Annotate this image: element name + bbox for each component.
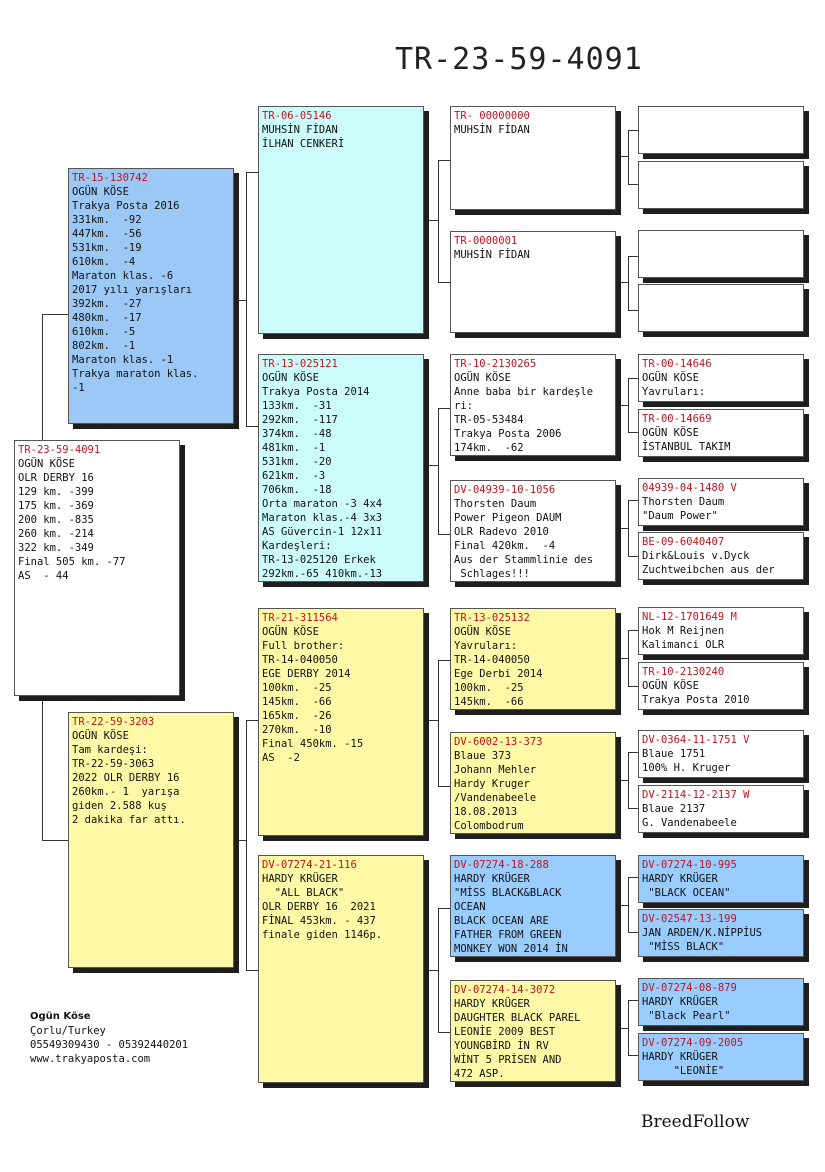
- ring-number: TR-10-2130240: [642, 666, 725, 678]
- pigeon-info-line: OGÜN KÖSE: [262, 372, 319, 384]
- ring-number: DV-07274-09-2005: [642, 1037, 744, 1049]
- pigeon-info-line: MONKEY WON 2014 İN: [454, 943, 568, 955]
- pigeon-info-line: 175 km. -369: [18, 500, 94, 512]
- ring-number: TR-22-59-3203: [72, 716, 155, 728]
- pigeon-info-line: 145km. -66: [262, 696, 332, 708]
- pigeon-info-line: İSTANBUL TAKIM: [642, 441, 731, 453]
- pigeon-info-line: OLR Radevo 2010: [454, 526, 549, 538]
- pigeon-info-line: HARDY KRÜGER: [262, 873, 338, 885]
- pigeon-info-line: "MİSS BLACK&BLACK: [454, 887, 562, 899]
- ring-number: 04939-04-1480 V: [642, 482, 737, 494]
- pigeon-info-line: İLHAN CENKERİ: [262, 138, 345, 150]
- pigeon-info-line: Kalimanci OLR: [642, 639, 725, 651]
- pigeon-info-line: Blaue 373: [454, 750, 511, 762]
- pigeon-info-line: "Black Pearl": [642, 1010, 731, 1022]
- pigeon-info-line: "MİSS BLACK": [642, 941, 725, 953]
- pigeon-card-g5-13[interactable]: [638, 855, 804, 903]
- pigeon-info-line: ri:: [454, 400, 473, 412]
- pigeon-info-line: Maraton klas.-4 3x3: [262, 512, 383, 524]
- ring-number: TR-13-025121: [262, 358, 338, 370]
- ring-number: DV-07274-21-116: [262, 859, 357, 871]
- pigeon-info-line: TR-14-040050: [262, 654, 338, 666]
- brand-logo: BreedFollow: [641, 1112, 750, 1132]
- pigeon-info-line: "Daum Power": [642, 510, 718, 522]
- ring-number: TR-23-59-4091: [18, 444, 101, 456]
- pigeon-info-line: OLR DERBY 16 2021: [262, 901, 376, 913]
- pigeon-info-line: 18.08.2013: [454, 806, 518, 818]
- pigeon-info-line: HARDY KRÜGER: [454, 873, 530, 885]
- pigeon-card-dds[interactable]: [450, 855, 616, 957]
- pigeon-info-line: 531km. -19: [72, 242, 142, 254]
- pigeon-card-sdd[interactable]: [450, 480, 616, 582]
- pigeon-info-line: 2022 OLR DERBY 16: [72, 772, 180, 784]
- pigeon-info-line: HARDY KRÜGER: [642, 1051, 718, 1063]
- pigeon-card-sire-dam[interactable]: [258, 354, 424, 582]
- pigeon-card-g5-2[interactable]: [638, 161, 804, 209]
- pigeon-card-g5-14[interactable]: [638, 909, 804, 957]
- pigeon-info-line: Ege Derbi 2014: [454, 668, 543, 680]
- pigeon-info-line: BLACK OCEAN ARE: [454, 915, 549, 927]
- pigeon-card-g5-3[interactable]: [638, 230, 804, 278]
- pigeon-card-g5-5[interactable]: [638, 354, 804, 402]
- pigeon-info-line: YOUNGBİRD İN RV: [454, 1040, 549, 1052]
- pigeon-info-line: FİNAL 453km. - 437: [262, 915, 376, 927]
- pigeon-info-line: Schlages!!!: [454, 568, 530, 580]
- pigeon-info-line: WİNT 5 PRİSEN AND: [454, 1054, 562, 1066]
- pigeon-info-line: "BLACK OCEAN": [642, 887, 731, 899]
- pigeon-card-g5-16[interactable]: [638, 1033, 804, 1081]
- pigeon-info-line: EGE DERBY 2014: [262, 668, 351, 680]
- pigeon-info-line: /Vandenabeele: [454, 792, 537, 804]
- pigeon-info-line: JAN ARDEN/K.NİPPİUS: [642, 927, 763, 939]
- pigeon-info-line: MUHSİN FİDAN: [262, 124, 338, 136]
- pigeon-card-ddd[interactable]: [450, 980, 616, 1082]
- pigeon-info-line: Yavruları:: [454, 640, 518, 652]
- pigeon-info-line: Thorsten Daum: [642, 496, 725, 508]
- owner-phones: 05549309430 - 05392440201: [30, 1039, 189, 1051]
- pigeon-info-line: HARDY KRÜGER: [642, 996, 718, 1008]
- pigeon-info-line: "ALL BLACK": [262, 887, 345, 899]
- pigeon-info-line: 2017 yılı yarışları: [72, 284, 193, 296]
- pigeon-info-line: 100km. -25: [262, 682, 332, 694]
- ring-number: DV-07274-08-879: [642, 982, 737, 994]
- pigeon-info-line: 174km. -62: [454, 442, 524, 454]
- pigeon-info-line: Yavruları:: [642, 386, 706, 398]
- pigeon-info-line: OGÜN KÖSE: [642, 680, 699, 692]
- ring-number: DV-07274-10-995: [642, 859, 737, 871]
- pigeon-info-line: 129 km. -399: [18, 486, 94, 498]
- pigeon-info-line: AS Güvercin-1 12x11: [262, 526, 383, 538]
- pigeon-card-sire[interactable]: [68, 168, 234, 424]
- ring-number: DV-07274-14-3072: [454, 984, 556, 996]
- ring-number: BE-09-6040407: [642, 536, 725, 548]
- pigeon-info-line: MUHSİN FİDAN: [454, 249, 530, 261]
- pigeon-info-line: 145km. -66: [454, 696, 524, 708]
- pigeon-card-subject[interactable]: [14, 440, 180, 696]
- pigeon-info-line: 100km. -25: [454, 682, 524, 694]
- pigeon-info-line: finale giden 1146p.: [262, 929, 383, 941]
- pigeon-info-line: 200 km. -835: [18, 514, 94, 526]
- pigeon-info-line: Aus der Stammlinie des: [454, 554, 594, 566]
- pigeon-info-line: Johann Mehler: [454, 764, 537, 776]
- pigeon-info-line: Colombodrum: [454, 820, 524, 832]
- ring-number: TR- 00000000: [454, 110, 530, 122]
- owner-name: Ogün Köse: [30, 1011, 91, 1022]
- ring-number: DV-07274-18-288: [454, 859, 549, 871]
- pigeon-info-line: Final 420km. -4: [454, 540, 556, 552]
- pigeon-info-line: 292km.-65 410km.-13: [262, 568, 383, 580]
- pigeon-card-g5-4[interactable]: [638, 284, 804, 332]
- pigeon-info-line: 531km. -20: [262, 456, 332, 468]
- pigeon-info-line: Hok M Reijnen: [642, 625, 725, 637]
- pigeon-info-line: "LEONİE": [642, 1065, 725, 1077]
- ring-number: DV-2114-12-2137 W: [642, 789, 750, 801]
- pigeon-info-line: giden 2.588 kuş: [72, 800, 167, 812]
- pigeon-card-g5-8[interactable]: [638, 532, 804, 580]
- pigeon-card-sds[interactable]: [450, 354, 616, 456]
- pigeon-card-ssd[interactable]: [450, 231, 616, 333]
- ring-number: TR-15-130742: [72, 172, 148, 184]
- pigeon-info-line: 270km. -10: [262, 724, 332, 736]
- pigeon-info-line: 2 dakika far attı.: [72, 814, 186, 826]
- pigeon-info-line: AS -2: [262, 752, 300, 764]
- owner-website: www.trakyaposta.com: [30, 1053, 151, 1065]
- pigeon-info-line: 292km. -117: [262, 414, 338, 426]
- pigeon-info-line: HARDY KRÜGER: [454, 998, 530, 1010]
- pigeon-info-line: OGÜN KÖSE: [262, 626, 319, 638]
- pigeon-card-dss[interactable]: [450, 608, 616, 710]
- pigeon-info-line: Final 450km. -15: [262, 738, 364, 750]
- pigeon-info-line: OCEAN: [454, 901, 486, 913]
- ring-number: TR-21-311564: [262, 612, 338, 624]
- pigeon-info-line: Kardeşleri:: [262, 540, 332, 552]
- pigeon-info-line: Final 505 km. -77: [18, 556, 126, 568]
- pigeon-info-line: 374km. -48: [262, 428, 332, 440]
- pigeon-info-line: 621km. -3: [262, 470, 326, 482]
- ring-number: TR-10-2130265: [454, 358, 537, 370]
- pigeon-info-line: Trakya Posta 2014: [262, 386, 370, 398]
- pigeon-info-line: 447km. -56: [72, 228, 142, 240]
- pigeon-info-line: 260km.- 1 yarışa: [72, 786, 180, 798]
- pigeon-info-line: AS - 44: [18, 570, 69, 582]
- pigeon-info-line: 133km. -31: [262, 400, 332, 412]
- pigeon-card-dsd[interactable]: [450, 732, 616, 834]
- pigeon-card-sss[interactable]: [450, 106, 616, 210]
- pigeon-info-line: Blaue 1751: [642, 748, 706, 760]
- pigeon-info-line: LEONİE 2009 BEST: [454, 1026, 556, 1038]
- ring-number: TR-00-14646: [642, 358, 712, 370]
- pigeon-info-line: TR-05-53484: [454, 414, 524, 426]
- ring-number: DV-0364-11-1751 V: [642, 734, 750, 746]
- pigeon-info-line: G. Vandenabeele: [642, 817, 737, 829]
- pigeon-info-line: Zuchtweibchen aus der: [642, 564, 775, 576]
- owner-city: Çorlu/Turkey: [30, 1025, 106, 1037]
- pigeon-info-line: TR-13-025120 Erkek: [262, 554, 376, 566]
- pigeon-info-line: 706km. -18: [262, 484, 332, 496]
- pigeon-info-line: Hardy Kruger: [454, 778, 530, 790]
- pigeon-info-line: OGÜN KÖSE: [454, 626, 511, 638]
- pigeon-info-line: OGÜN KÖSE: [18, 458, 75, 470]
- pigeon-info-line: 610km. -5: [72, 326, 136, 338]
- pigeon-info-line: 165km. -26: [262, 710, 332, 722]
- pigeon-info-line: 322 km. -349: [18, 542, 94, 554]
- pigeon-info-line: Trakya Posta 2010: [642, 694, 750, 706]
- pigeon-info-line: MUHSİN FİDAN: [454, 124, 530, 136]
- ring-number: TR-0000001: [454, 235, 518, 247]
- pigeon-card-g5-11[interactable]: [638, 730, 804, 778]
- ring-number: TR-06-05146: [262, 110, 332, 122]
- pigeon-info-line: 100% H. Kruger: [642, 762, 731, 774]
- pigeon-info-line: Maraton klas. -6: [72, 270, 174, 282]
- ring-number: DV-6002-13-373: [454, 736, 543, 748]
- ring-number: DV-02547-13-199: [642, 913, 737, 925]
- pigeon-info-line: 481km. -1: [262, 442, 326, 454]
- pigeon-info-line: 472 ASP.: [454, 1068, 505, 1080]
- ring-number: DV-04939-10-1056: [454, 484, 556, 496]
- pigeon-info-line: OGÜN KÖSE: [642, 427, 699, 439]
- pigeon-info-line: -1: [72, 382, 85, 394]
- pigeon-info-line: OGÜN KÖSE: [72, 730, 129, 742]
- pigeon-info-line: Full brother:: [262, 640, 345, 652]
- pigeon-info-line: FATHER FROM GREEN: [454, 929, 562, 941]
- pigeon-info-line: Trakya maraton klas.: [72, 368, 199, 380]
- ring-number: NL-12-1701649 M: [642, 611, 737, 623]
- pigeon-info-line: OGÜN KÖSE: [642, 372, 699, 384]
- pigeon-info-line: TR-22-59-3063: [72, 758, 155, 770]
- pigeon-info-line: Maraton klas. -1: [72, 354, 174, 366]
- pigeon-info-line: 392km. -27: [72, 298, 142, 310]
- pigeon-card-dam-sire[interactable]: [258, 608, 424, 836]
- pigeon-info-line: Blaue 2137: [642, 803, 706, 815]
- pigeon-info-line: 480km. -17: [72, 312, 142, 324]
- pigeon-info-line: OGÜN KÖSE: [72, 186, 129, 198]
- pigeon-info-line: 610km. -4: [72, 256, 136, 268]
- pedigree-title: TR-23-59-4091: [395, 42, 643, 77]
- pigeon-info-line: Power Pigeon DAUM: [454, 512, 562, 524]
- pigeon-info-line: OLR DERBY 16: [18, 472, 94, 484]
- pigeon-info-line: Thorsten Daum: [454, 498, 537, 510]
- pigeon-card-g5-1[interactable]: [638, 106, 804, 154]
- pigeon-info-line: Trakya Posta 2006: [454, 428, 562, 440]
- pigeon-info-line: OGÜN KÖSE: [454, 372, 511, 384]
- pigeon-info-line: HARDY KRÜGER: [642, 873, 718, 885]
- pigeon-card-sire-sire[interactable]: [258, 106, 424, 334]
- pigeon-info-line: Trakya Posta 2016: [72, 200, 180, 212]
- pigeon-card-g5-12[interactable]: [638, 785, 804, 833]
- pigeon-info-line: Tam kardeşi:: [72, 744, 148, 756]
- pigeon-info-line: Anne baba bir kardeşle: [454, 386, 594, 398]
- pigeon-card-dam-dam[interactable]: [258, 855, 424, 1083]
- pigeon-card-g5-9[interactable]: [638, 607, 804, 655]
- pigeon-info-line: 802km. -1: [72, 340, 136, 352]
- ring-number: TR-13-025132: [454, 612, 530, 624]
- pigeon-info-line: TR-14-040050: [454, 654, 530, 666]
- pigeon-info-line: DAUGHTER BLACK PAREL: [454, 1012, 581, 1024]
- pigeon-card-g5-15[interactable]: [638, 978, 804, 1026]
- pigeon-info-line: Dirk&Louis v.Dyck: [642, 550, 750, 562]
- pigeon-card-g5-10[interactable]: [638, 662, 804, 710]
- pigeon-card-g5-7[interactable]: [638, 478, 804, 526]
- pigeon-info-line: 331km. -92: [72, 214, 142, 226]
- pigeon-info-line: 260 km. -214: [18, 528, 94, 540]
- ring-number: TR-00-14669: [642, 413, 712, 425]
- pigeon-card-g5-6[interactable]: [638, 409, 804, 457]
- pigeon-info-line: Orta maraton -3 4x4: [262, 498, 383, 510]
- owner-info: [30, 1010, 188, 1066]
- pigeon-card-dam[interactable]: [68, 712, 234, 968]
